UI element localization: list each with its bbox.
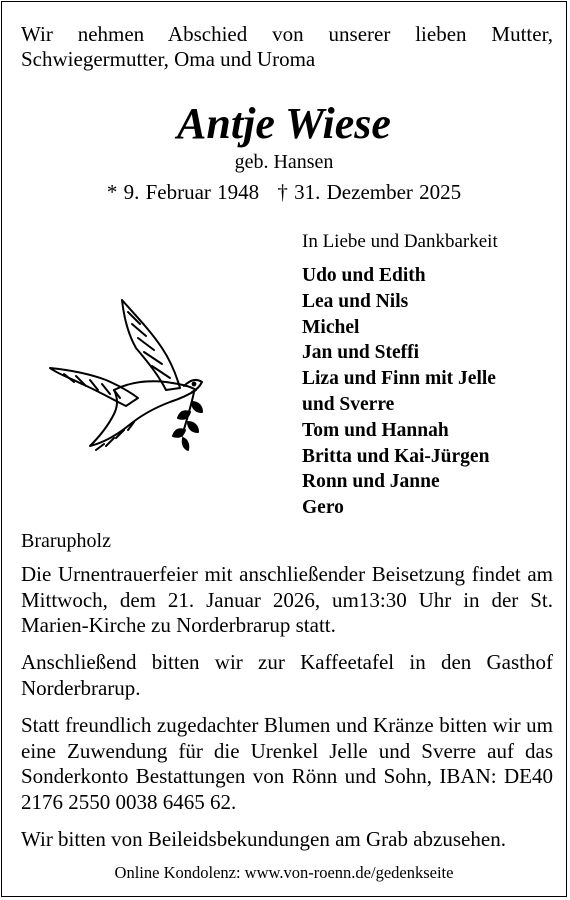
life-dates xyxy=(2,180,566,205)
mourner-name: Britta und Kai-Jürgen xyxy=(302,445,490,467)
obituary-notice xyxy=(1,1,567,897)
mourner-name: Tom und Hannah xyxy=(302,419,449,441)
condolence-request-text: Wir bitten von Beileidsbekundungen am Grab abzusehen. xyxy=(21,827,506,851)
mourner-name: und Sverre xyxy=(302,393,395,415)
funeral-service-text: Die Urnentrauerfeier mit anschließender Beisetzung findet am Mittwoch, dem 21. Januar 2026, um13:30 Uhr in der St. Marien-Kirche zu Norderbrarup statt. xyxy=(21,562,553,637)
birth-date: * 9. Februar 1948 xyxy=(106,180,260,204)
mourner-name: Liza und Finn mit Jelle xyxy=(302,368,496,390)
mourners-heading: In Liebe und Dankbarkeit xyxy=(302,231,498,252)
mourner-name: Ronn und Janne xyxy=(302,471,440,493)
maiden-name: geb. Hansen xyxy=(234,151,334,173)
donation-text: Statt freundlich zugedachter Blumen und Kränze bitten wir um eine Zuwendung für die Urenkel Jelle und Sverre auf das Sonderkonto Bestattungen von Rönn und Sohn, IBAN: DE40 2176 2550 0038 6465 62. xyxy=(21,713,553,814)
dove-icon xyxy=(44,294,220,454)
coffee-reception-text: Anschließend bitten wir zur Kaffeetafel in den Gasthof Norderbrarup. xyxy=(21,650,553,700)
mourners-list xyxy=(302,263,552,521)
mourner-name: Michel xyxy=(302,316,360,338)
mourner-name: Gero xyxy=(302,497,344,519)
mourner-name: Udo und Edith xyxy=(302,265,426,286)
mourner-name: Jan und Steffi xyxy=(302,342,420,364)
place-name: Brarupholz xyxy=(21,530,111,552)
online-condolence-link[interactable]: Online Kondolenz: www.von-roenn.de/gedenkseite xyxy=(114,863,454,882)
death-date: † 31. Dezember 2025 xyxy=(277,180,462,204)
intro-text: Wir nehmen Abschied von unserer lieben Mutter, Schwiegermutter, Oma und Uroma xyxy=(21,22,553,71)
mourner-name: Lea und Nils xyxy=(302,290,409,312)
deceased-name: Antje Wiese xyxy=(177,99,391,148)
